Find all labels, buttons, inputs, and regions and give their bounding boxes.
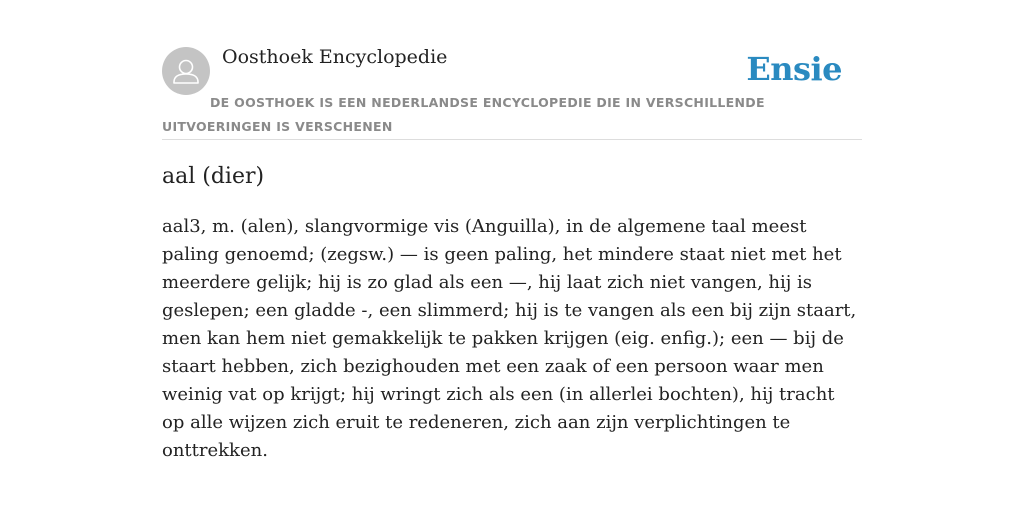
source-description: DE OOSTHOEK IS EEN NEDERLANDSE ENCYCLOPEDIE DIE IN VERSCHILLENDE UITVOERINGEN IS VERSCHENEN bbox=[162, 95, 765, 134]
entry-body: aal3, m. (alen), slangvormige vis (Anguilla), in de algemene taal meest paling genoemd; (zegsw.) — is geen paling, het mindere staat niet met het meerdere gelijk; hij is zo glad als een —, hij laat zich niet vangen, hij is geslepen; een gladde -, een slimmerd; hij is te vangen als een bij zijn staart, men kan hem niet gemakkelijk te pakken krijgen (eig. enfig.); een — bij de staart hebben, zich bezighouden met een zaak of een persoon waar men weinig vat op krijgt; hij wringt zich als een (in allerlei bochten), hij tracht op alle wijzen zich eruit te redeneren, zich aan zijn verplichtingen te onttrekken. bbox=[162, 216, 857, 461]
entry-title: aal (dier) bbox=[162, 164, 265, 189]
page-container bbox=[162, 44, 862, 465]
ensie-logo[interactable]: Ensie bbox=[746, 50, 842, 88]
source-name[interactable]: Oosthoek Encyclopedie bbox=[222, 46, 448, 68]
user-avatar-icon[interactable] bbox=[162, 47, 210, 95]
source-header bbox=[162, 44, 862, 140]
